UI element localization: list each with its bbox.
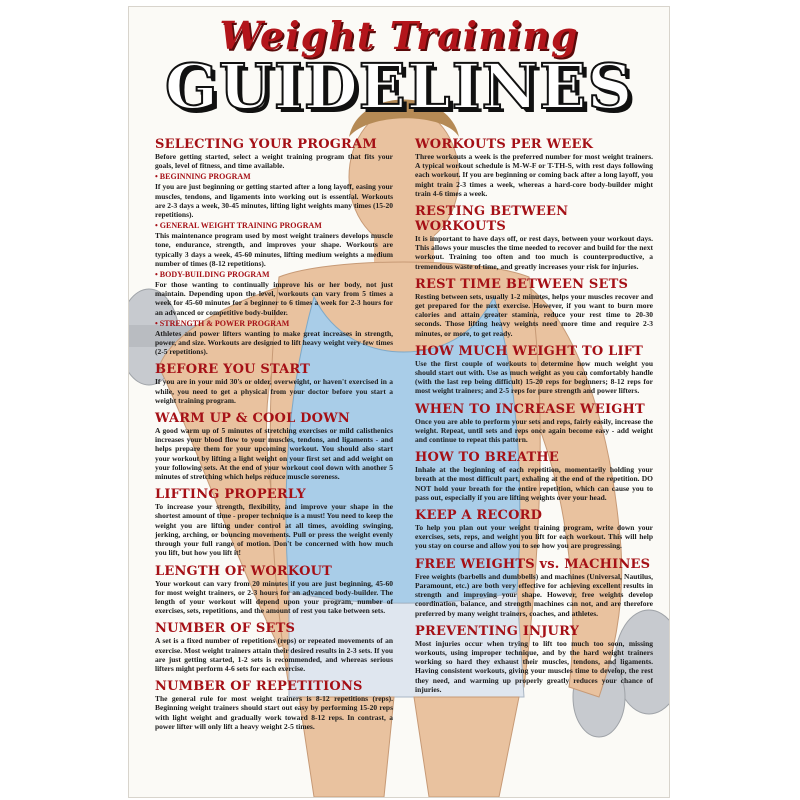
subsection-heading: • STRENGTH & POWER PROGRAM bbox=[155, 318, 290, 328]
section-heading: HOW TO BREATHE bbox=[415, 450, 559, 466]
section-body: A set is a fixed number of repetitions (reps) or repeated movements of an exercise. Most weight trainers attain their desired results in 2-3 sets. If you are just getting started, 1-2 sets is recommended, and whereas serious lifters might perform 4-6 sets for each exercise. bbox=[155, 636, 393, 673]
section-heading: LENGTH OF WORKOUT bbox=[155, 563, 333, 579]
section-number-of-sets bbox=[155, 621, 393, 673]
section-heading: WORKOUTS PER WEEK bbox=[415, 137, 594, 152]
section-body: Inhale at the beginning of each repetition, momentarily holding your breath at the most difficult part, exhaling at the end of the repetition. DO NOT hold your breath for the entire repetition, which can cause you to pass out, especially if you are lifting weights over your head. bbox=[415, 465, 653, 502]
section-selecting-your-program bbox=[155, 137, 393, 356]
section-heading: LIFTING PROPERLY bbox=[155, 487, 306, 503]
section-resting-between-workouts bbox=[415, 204, 653, 271]
section-when-to-increase-weight bbox=[415, 402, 653, 445]
section-rest-time-between-sets bbox=[415, 277, 653, 338]
subsection-general-weight-training-program bbox=[155, 221, 393, 268]
subsection-body-building-program bbox=[155, 270, 393, 317]
subsection-body: If you are just beginning or getting started after a long layoff, easing your muscles, tendons, and ligaments into working out is essential. Workouts are 2-3 days a week, 30-45 minutes, lifting light weights many times (15-20 repetitions). bbox=[155, 182, 393, 220]
title-guidelines: GUIDELINES bbox=[164, 50, 634, 123]
section-heading: RESTING BETWEEN WORKOUTS bbox=[415, 204, 569, 235]
section-body: If you are in your mid 30's or older, overweight, or haven't exercised in a while, you need to get a physical from your doctor before you start a weight training program. bbox=[155, 377, 393, 405]
section-body: Before getting started, select a weight training program that fits your goals, level of fitness, and time available. bbox=[155, 152, 393, 171]
section-body: A good warm up of 5 minutes of stretching exercises or mild calisthenics increases your blood flow to your muscles, tendons, and ligaments - and helps prepare them for your upcoming workout. You should also start your workout by lifting a light weight on your first set and add weight on your following sets. At the end of your workout cool down with another 5 minutes of stretching which helps reduce muscle soreness. bbox=[155, 426, 393, 482]
section-body: To increase your strength, flexibility, and improve your shape in the shortest amount of time - proper technique is a must! You need to keep the weight you are lifting under control at all times, avoiding swinging, jerking, arching, or bouncing movements. Pull or press the weight evenly through your full range of motion. Don't be concerned with how much you lift, but how you lift it! bbox=[155, 502, 393, 558]
section-warm-up-cool-down bbox=[155, 411, 393, 481]
section-heading: NUMBER OF REPETITIONS bbox=[155, 679, 363, 695]
section-heading: WARM UP & COOL DOWN bbox=[155, 411, 351, 427]
section-how-much-weight-to-lift bbox=[415, 344, 653, 396]
section-heading: FREE WEIGHTS vs. MACHINES bbox=[415, 556, 651, 572]
section-body: Once you are able to perform your sets and reps, fairly easily, increase the weight. Repeat, until sets and reps once again become easy - add weight and continue to repeat this pattern. bbox=[415, 416, 653, 445]
left-column bbox=[155, 137, 393, 737]
section-workouts-per-week bbox=[415, 137, 653, 198]
section-heading: BEFORE YOU START bbox=[155, 362, 311, 378]
section-heading: PREVENTING INJURY bbox=[415, 623, 580, 639]
subsection-heading: • BODY-BUILDING PROGRAM bbox=[155, 270, 270, 280]
section-lifting-properly bbox=[155, 487, 393, 557]
section-keep-a-record bbox=[415, 508, 653, 551]
section-how-to-breathe bbox=[415, 450, 653, 502]
section-length-of-workout bbox=[155, 564, 393, 616]
section-free-weights-vs-machines bbox=[415, 557, 653, 618]
section-body: It is important to have days off, or rest days, between your workout days. This allows your muscles the time needed to recover and build for the next workout. Training too often and too much is counterproductive, a tremendous waste of time, and greatly increases your risk for injuries. bbox=[415, 234, 653, 271]
section-heading: REST TIME BETWEEN SETS bbox=[415, 276, 629, 292]
section-preventing-injury bbox=[415, 624, 653, 694]
section-heading: NUMBER OF SETS bbox=[155, 621, 296, 637]
subsection-body: Athletes and power lifters wanting to make great increases in strength, power, and size. Workouts are designed to lift heavy weight very few times (2-5 repetitions). bbox=[155, 328, 393, 357]
section-body: Your workout can vary from 20 minutes if you are just beginning, 45-60 for most weight trainers, or 2-3 hours for an advanced body-builder. The length of your workout will depend upon your program, number of exercises, sets, repetitions, and the amount of rest you take between sets. bbox=[155, 578, 393, 616]
section-heading: KEEP A RECORD bbox=[415, 508, 543, 524]
right-column bbox=[415, 137, 653, 700]
subsection-body: For those wanting to continually improve his or her body, not just maintain. Depending upon the level, workouts can vary from 5 times a week for 45-60 minutes for a beginner to 6 times a week for 2-3 hours for an advanced or competitive body-builder. bbox=[155, 280, 393, 317]
section-heading: SELECTING YOUR PROGRAM bbox=[155, 137, 377, 152]
subsection-heading: • GENERAL WEIGHT TRAINING PROGRAM bbox=[155, 221, 322, 231]
section-body: Use the first couple of workouts to determine how much weight you should start out with. Use as much weight as you can comfortably handle (with the last rep being difficult) 15-20 reps for beginners; 8-12 reps for most weight trainers; and 2-5 reps for pure strength and power lifters. bbox=[415, 358, 653, 396]
section-body: To help you plan out your weight training program, write down your exercises, sets, reps, and weight you lift for each workout. This will help you stay on course and allow you to see how you are progressing. bbox=[415, 523, 653, 551]
section-heading: HOW MUCH WEIGHT TO LIFT bbox=[415, 343, 644, 359]
section-body: The general rule for most weight trainers is 8-12 repetitions (reps). Beginning weight trainers should start out easy by performing 15-20 reps with light weight and gradually work toward 8-12 reps. In contrast, a power lifter will only lift a heavy weight 2-5 times. bbox=[155, 694, 393, 731]
section-number-of-repetitions bbox=[155, 679, 393, 731]
subsection-strength-power-program bbox=[155, 319, 393, 357]
subsection-beginning-program bbox=[155, 172, 393, 219]
title-script: Weight Training bbox=[219, 13, 579, 58]
poster bbox=[128, 6, 670, 798]
subsection-body: This maintenance program used by most weight trainers develops muscle tone, endurance, strength, and improves your shape. Workouts are typically 3 days a week, 45-60 minutes, lifting medium weights a medium number of times (8-12 repetitions). bbox=[155, 231, 393, 268]
subsection-heading: • BEGINNING PROGRAM bbox=[155, 172, 251, 182]
section-body: Resting between sets, usually 1-2 minutes, helps your muscles recover and get prepared for the next exercise. However, if you want to burn more calories and attain greater stamina, reduce your rest time to 20-30 seconds. Those lifting heavy weights need more time and require 2-3 minutes, or more, to get ready. bbox=[415, 291, 653, 338]
section-heading: WHEN TO INCREASE WEIGHT bbox=[415, 401, 645, 417]
section-body: Three workouts a week is the preferred number for most weight trainers. A typical workout schedule is M-W-F or T-TH-S, with rest days following each workout. If you are beginning or coming back after a long layoff, you might train 2-3 times a week, whereas a hard-core body-builder might train 4-6 times a week. bbox=[415, 152, 653, 198]
section-before-you-start bbox=[155, 362, 393, 405]
section-body: Most injuries occur when trying to lift too much too soon, missing workouts, using improper technique, and by the hard weight trainers working so hard they exhaust their muscles, tendons, and ligaments. Having consistent workouts, giving your muscles time to develop, the rest they need, and warming up properly greatly reduces your chance of injuries. bbox=[415, 638, 653, 694]
section-body: Free weights (barbells and dumbbells) and machines (Universal, Nautilus, Paramount, etc.) are both very effective for achieving excellent results in strength and improving your shape. However, free weights develop coordination, balance, and strength machines can not, and are therefore preferred by many weight trainers, coaches, and athletes. bbox=[415, 571, 653, 618]
